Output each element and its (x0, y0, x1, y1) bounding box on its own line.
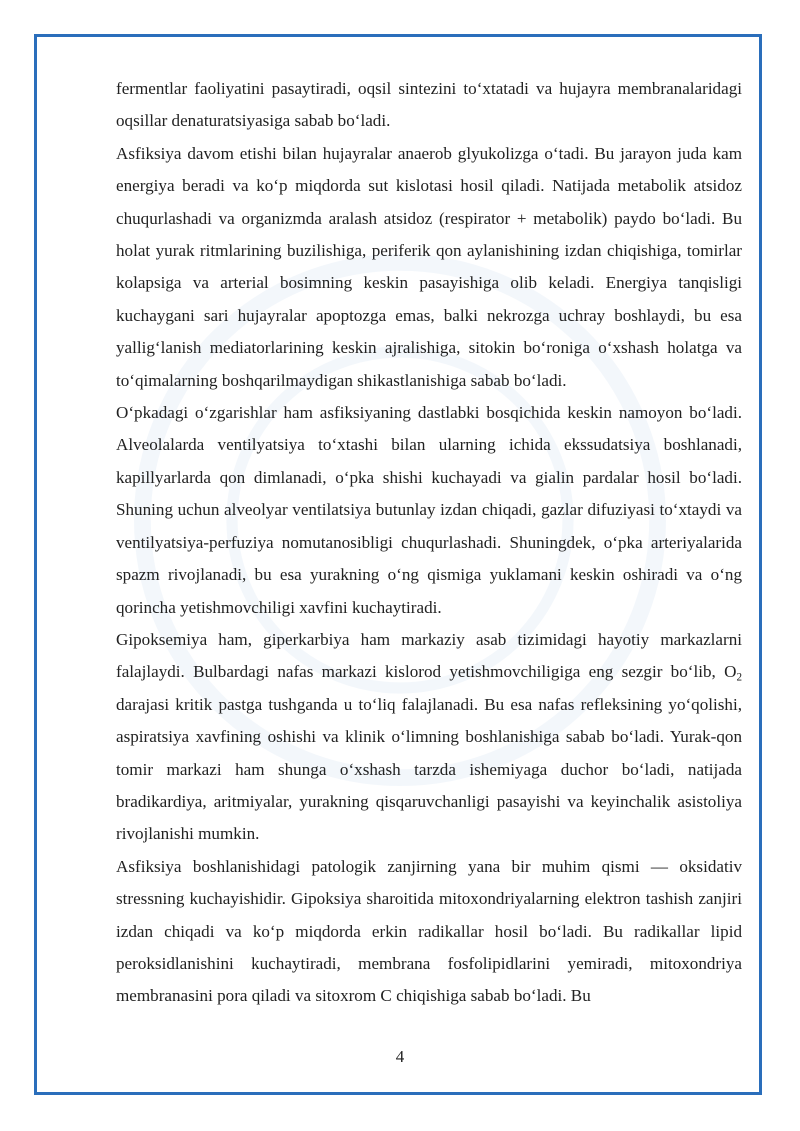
paragraph: fermentlar faoliyatini pasaytiradi, oqsil sintezini to‘xtatadi va hujayra membranalaridagi oqsillar denaturatsiyasiga sabab bo‘ladi. (116, 79, 742, 131)
document-body (116, 73, 742, 1013)
chemical-formula-o2 (724, 662, 742, 684)
paragraph-text: darajasi kritik pastga tushganda u to‘liq falajlanadi. Bu esa nafas refleksining yo‘qolishi, aspiratsiya xavfining oshishi va klinik o‘limning boshlanishiga sabab bo‘ladi. Yurak-qon tomir markazi ham shunga o‘xshash tarzda ishemiyaga duchor bo‘ladi, natijada bradikardiya, aritmiyalar, yurakning qisqaruvchanligi pasayishi va keyinchalik asistoliya rivojlanishi mumkin. (116, 694, 742, 844)
page-number: 4 (395, 1047, 405, 1066)
paragraph (116, 624, 742, 851)
paragraph: Asfiksiya davom etishi bilan hujayralar anaerob glyukolizga o‘tadi. Bu jarayon juda kam energiya beradi va ko‘p miqdorda sut kislotasi hosil qiladi. Natijada metabolik atsidoz chuqurlashadi va organizmda aralash atsidoz (respirator + metabolik) paydo bo‘ladi. Bu holat yurak ritmlarining buzilishiga, periferik qon aylanishining izdan chiqishiga, tomirlar kolapsiga va arterial bosimning keskin pasayishiga olib keladi. Energiya tanqisligi kuchaygani sari hujayralar apoptozga emas, balki nekrozga uchray boshlaydi, bu esa yallig‘lanish mediatorlarining keskin ajralishiga, sitokin bo‘roniga o‘xshash holatga va to‘qimalarning boshqarilmaydigan shikastlanishiga sabab bo‘ladi. (116, 143, 742, 390)
formula-symbol: O (724, 662, 737, 682)
formula-subscript: 2 (736, 671, 742, 684)
paragraph-text: Gipoksemiya ham, giperkarbiya ham markaziy asab tizimidagi hayotiy markazlarni falajlaydi. Bulbardagi nafas markazi kislorod yetishmovchiligiga eng sezgir bo‘lib, (116, 629, 742, 682)
paragraph: O‘pkadagi o‘zgarishlar ham asfiksiyaning dastlabki bosqichida keskin namoyon bo‘ladi. Alveolalarda ventilyatsiya to‘xtashi bilan ularning ichida ekssudatsiya boshlanadi, kapillyarlarda qon dimlanadi, o‘pka shishi kuchayadi va gialin pardalar hosil bo‘ladi. Shuning uchun alveolyar ventilatsiya butunlay izdan chiqadi, gazlar difuziyasi to‘xtaydi va ventilyatsiya-perfuziya nomutanosibligi chuqurlashadi. Shuningdek, o‘pka arteriyalarida spazm rivojlanadi, bu esa yurakning o‘ng qismiga yuklamani keskin oshiradi va o‘ng qorincha yetishmovchiligi xavfini kuchaytiradi. (116, 403, 742, 617)
paragraph: Asfiksiya boshlanishidagi patologik zanjirning yana bir muhim qismi — oksidativ stressning kuchayishidir. Gipoksiya sharoitida mitoxondriyalarning elektron tashish zanjiri izdan chiqadi va ko‘p miqdorda erkin radikallar hosil bo‘ladi. Bu radikallar lipid peroksidlanishini kuchaytiradi, membrana fosfolipidlarini yemiradi, mitoxondriya membranasini pora qiladi va sitoxrom C chiqishiga sabab bo‘ladi. Bu (116, 856, 742, 1006)
